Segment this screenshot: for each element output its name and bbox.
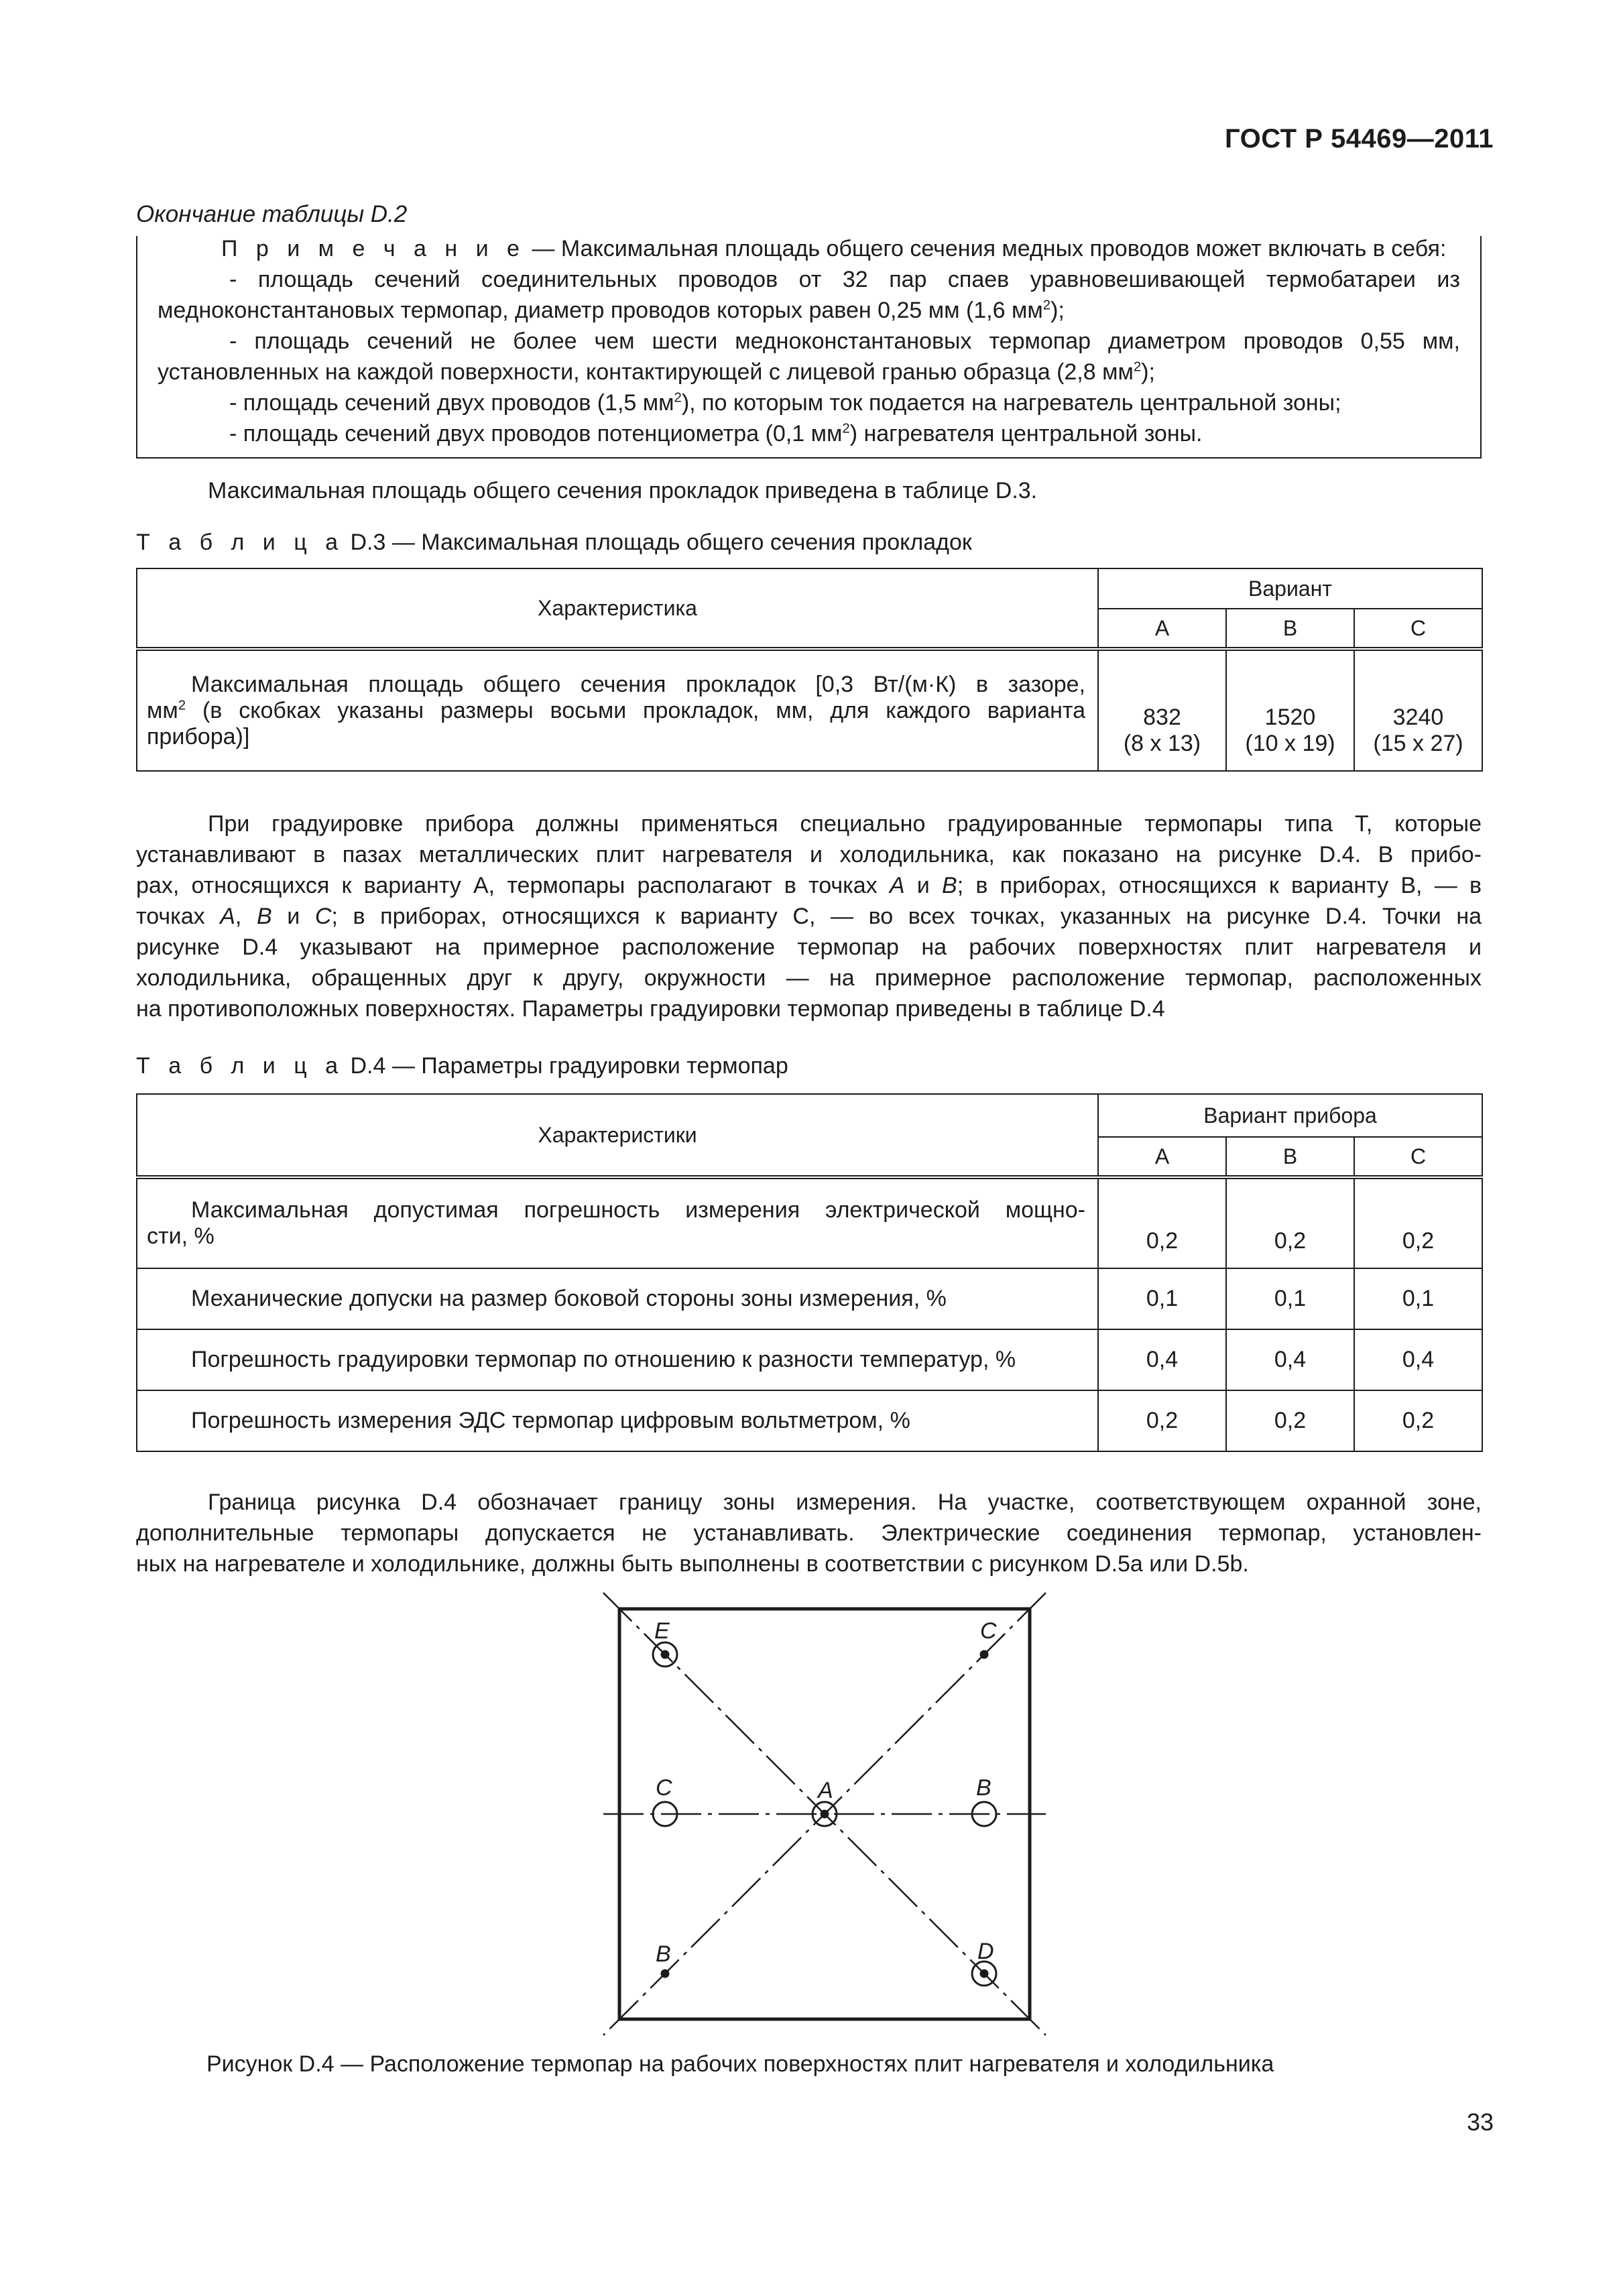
table-d4-header-characteristics: Характеристики — [137, 1094, 1098, 1177]
table-d4-value: 0,2 — [1226, 1390, 1354, 1451]
table-d3-header-b: B — [1226, 609, 1354, 649]
note-line-7: - площадь сечений двух проводов потенциометра (0,1 $мм^2$) нагревателя центральной зоны. — [229, 421, 1203, 446]
table-d4-value: 0,4 — [1354, 1329, 1482, 1390]
table-d4-row-label: Механические допуски на размер боковой стороны зоны измерения, % — [137, 1268, 1098, 1329]
table-d4-header-variant: Вариант прибора — [1098, 1094, 1482, 1137]
note-line-5: установленных на каждой поверхности, контактирующей с лицевой гранью образца (2,8 $мм^2$); — [158, 359, 1155, 385]
table-d4-value: 0,2 — [1354, 1390, 1482, 1451]
table-d4-row-label: Погрешность измерения ЭДС термопар цифровым вольтметром, % — [137, 1390, 1098, 1451]
paragraph-1: Максимальная площадь общего сечения прокладок приведена в таблице D.3. — [208, 478, 1038, 503]
table-d3-header-a: A — [1098, 609, 1226, 649]
table-d4-row-label: Максимальная допустимая погрешность измерения электрической мощно- сти, % — [137, 1177, 1098, 1268]
table-d4-value: 0,2 — [1226, 1177, 1354, 1268]
thermocouple-layout-figure — [590, 1582, 1059, 2038]
table-d4-value: 0,2 — [1098, 1390, 1226, 1451]
label-e: E — [654, 1618, 670, 1644]
figure-caption: Рисунок D.4 — Расположение термопар на рабочих поверхностях плит нагревателя и холодильника — [206, 2051, 1274, 2077]
table-d4 — [136, 1093, 1483, 1452]
table-d4-value: 0,1 — [1354, 1268, 1482, 1329]
label-b-right: B — [976, 1775, 991, 1801]
note-box — [136, 236, 1482, 459]
document-page: ГОСТ Р 54469—2011 Окончание таблицы D.2 П р и м е ч а н и е — Максимальная площадь общего сечения медных проводов может включать в себя: - площадь сечений соединительных проводов от 32 пар спаев уравновешивающей термобатареи из медноконстантановых термопар, диаметр проводов которых равен 0,25 мм (1,6 $мм^2$); - площадь сечений не более чем шести медноконстантановых термопар диаметром проводов 0,55 мм, установленных на каждой поверхности, контактирующей с лицевой гранью образца (2,8 $мм^2$); - площадь сечений двух проводов (1,5 $мм^2$), по которым ток подается на нагреватель центральной зоны; - площадь сечений двух проводов потенциометра (0,1 $мм^2$) нагревателя центральной зоны. Максимальная площадь общего сечения прокладок приведена в таблице D.3. Т а б л и ц а D.3 — Максимальная площадь общего сечения прокладок Характеристика Вариант A B C Максимальная площадь общего сечения прокладок [0,3 Вт/(м·К) в зазоре, $мм^2$ (в скобках указаны размеры восьми прокладок, мм, для каждого варианта прибора)] 832 (8 x 13) 1520 (10 x 19) 3240 (15 x 27) При градуировке прибора должны применяться специально градуированные термопары типа Т, которые устанавливают в пазах металлических плит нагревателя и холодильника, как показано на рисунке D.4. В прибо- рах, относящихся к варианту А, термопары располагают в точках A и B; в приборах, относящихся к варианту В, — в точках A, B и C; в приборах, относящихся к варианту С, — во всех точках, указанных на рисунке D.4. Точки на рисунке D.4 указывают на примерное расположение термопар на рабочих поверхностях плит нагревателя и холодильника, обращенных друг к другу, окружности — на примерное расположение термопар, расположенных на противоположных поверхностях. Параметры градуировки термопар приведены в таблице D.4 Т а б л и ц а D.4 — Параметры градуировки термопар Характеристики Вариант прибора A B C Максимальная допустимая погрешность измерения электрической мощно- сти, % 0,2 0,2 0,2 Механические допуски на размер боковой стороны зоны измерения, % 0,1 0,1 0,1 Погрешность градуировки термопар по отношению к разности температур, % 0,4 0,4 0,4 Погрешность измерения ЭДС термопар цифровым вольтметром, % 0,2 0,2 0,2 Граница рисунка D.4 обозначает границу зоны измерения. На участке, соответствующем охранной зоне, дополнительные термопары допускается не устанавливать. Электрические соединения термопар, установлен- ных на нагревателе и холодильнике, должны быть выполнены в соответствии с рисунком D.5a или D.5b. E C C A B B D Рисунок D.4 — Расположение термопар на рабочих поверхностях плит нагревателя и холодильника 33 — [136, 124, 1494, 2136]
table-d3-value-a: 832 (8 x 13) — [1098, 649, 1226, 771]
table-d3-row-label: Максимальная площадь общего сечения прокладок [0,3 Вт/(м·К) в зазоре, $мм^2$ (в скобках указаны размеры восьми прокладок, мм, для каждого варианта прибора)] — [137, 649, 1098, 771]
table-row — [137, 649, 1482, 771]
table-d4-row-label: Погрешность градуировки термопар по отношению к разности температур, % — [137, 1329, 1098, 1390]
note-line-2: - площадь сечений соединительных проводов от 32 пар спаев уравновешивающей термобатареи из — [229, 267, 1460, 292]
table-row — [137, 1177, 1482, 1268]
label-d: D — [977, 1939, 994, 1964]
table-d4-header-a: A — [1098, 1137, 1226, 1177]
label-c-left: C — [656, 1775, 672, 1801]
table-d4-value: 0,4 — [1226, 1329, 1354, 1390]
page-number: 33 — [1466, 2108, 1494, 2136]
table-d4-header-c: C — [1354, 1137, 1482, 1177]
label-b-bottom: B — [656, 1941, 671, 1967]
table-continuation-title: Окончание таблицы D.2 — [136, 201, 408, 227]
table-d3-header-characteristic: Характеристика — [137, 568, 1098, 649]
table-d4-value: 0,1 — [1098, 1268, 1226, 1329]
note-line-4: - площадь сечений не более чем шести медноконстантановых термопар диаметром проводов 0,55 мм, — [229, 328, 1460, 354]
table-d3-value-b: 1520 (10 x 19) — [1226, 649, 1354, 771]
table-d3-value-c: 3240 (15 x 27) — [1354, 649, 1482, 771]
point-b-dot — [661, 1970, 669, 1978]
table-row — [137, 1329, 1482, 1390]
label-c-top: C — [980, 1618, 997, 1644]
table-d4-value: 0,2 — [1354, 1177, 1482, 1268]
table-d4-value: 0,4 — [1098, 1329, 1226, 1390]
table-row — [137, 1268, 1482, 1329]
table-d4-value: 0,2 — [1098, 1177, 1226, 1268]
note-line-1: П р и м е ч а н и е — Максимальная площадь общего сечения медных проводов может включать в себя: — [221, 236, 1447, 261]
point-c-dot — [980, 1650, 988, 1658]
note-line-6: - площадь сечений двух проводов (1,5 $мм^2$), по которым ток подается на нагреватель центральной зоны; — [229, 390, 1341, 416]
label-a: A — [818, 1778, 833, 1803]
table-row — [137, 1390, 1482, 1451]
table-d4-caption: Т а б л и ц а D.4 — Параметры градуировки термопар — [136, 1053, 788, 1079]
note-line-3: медноконстантановых термопар, диаметр проводов которых равен 0,25 мм (1,6 $мм^2$); — [158, 298, 1065, 323]
point-d-dot — [980, 1970, 988, 1978]
table-d3-header-c: C — [1354, 609, 1482, 649]
table-d3 — [136, 568, 1483, 772]
table-d3-header-variant: Вариант — [1098, 568, 1482, 609]
point-a-dot — [821, 1810, 829, 1818]
note-label: П р и м е ч а н и е — [221, 236, 526, 261]
table-d4-header-b: B — [1226, 1137, 1354, 1177]
point-e-dot — [661, 1650, 669, 1658]
table-d3-caption: Т а б л и ц а D.3 — Максимальная площадь общего сечения прокладок — [136, 530, 972, 555]
document-code: ГОСТ Р 54469—2011 — [1225, 124, 1494, 154]
table-d4-value: 0,1 — [1226, 1268, 1354, 1329]
